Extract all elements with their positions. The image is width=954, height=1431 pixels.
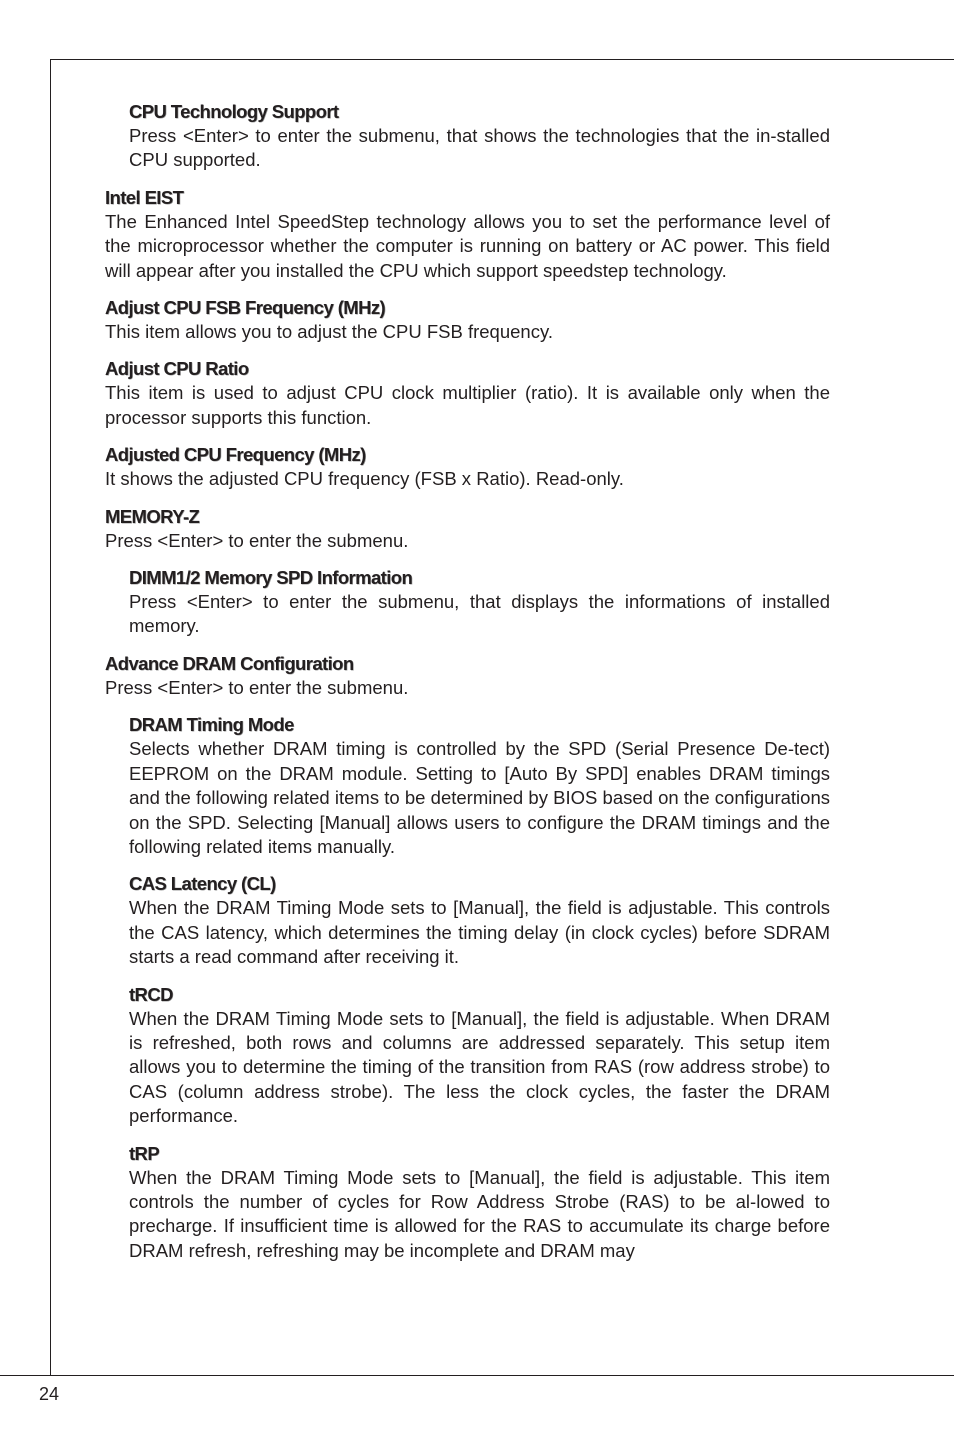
section-text: This item allows you to adjust the CPU FSB frequency. <box>105 321 553 343</box>
page-frame-left-rule <box>50 59 51 1375</box>
section-text: Press <Enter> to enter the submenu, that shows the technologies that the in-stalled CPU supported. <box>129 125 830 171</box>
section-intel-eist <box>105 186 830 283</box>
section-advance-dram-configuration <box>105 652 830 700</box>
section-text: When the DRAM Timing Mode sets to [Manual], the field is adjustable. This item controls the number of cycles for Row Address Strobe (RAS) to be al-lowed to precharge. If insufficient time is allowed for the RAS to accumulate its charge before DRAM refresh, refreshing may be incomplete and DRAM may <box>129 1166 830 1261</box>
page-frame-top-rule <box>50 59 954 60</box>
section-heading: Advance DRAM Configuration <box>105 652 354 674</box>
section-heading: Adjust CPU FSB Frequency (MHz) <box>105 297 386 319</box>
section-cpu-technology-support <box>129 100 830 173</box>
section-memory-z <box>105 505 830 553</box>
section-trcd <box>129 983 830 1129</box>
section-heading: Adjusted CPU Frequency (MHz) <box>105 444 366 466</box>
page-footer-rule <box>0 1375 954 1376</box>
section-trp <box>129 1142 830 1264</box>
section-text: This item is used to adjust CPU clock multiplier (ratio). It is available only when the processor supports this function. <box>105 382 830 428</box>
section-text: When the DRAM Timing Mode sets to [Manual], the field is adjustable. This controls the CAS latency, which determines the timing delay (in clock cycles) before SDRAM starts a read command after receiving it. <box>129 897 830 968</box>
section-heading: CPU Technology Support <box>129 101 339 122</box>
page-number: 24 <box>39 1384 60 1404</box>
section-heading: tRP <box>129 1142 160 1164</box>
section-heading: Intel EIST <box>105 186 184 208</box>
manual-content <box>105 100 830 1276</box>
section-text: Press <Enter> to enter the submenu. <box>105 676 409 698</box>
section-text: It shows the adjusted CPU frequency (FSB x Ratio). Read-only. <box>105 468 624 490</box>
section-heading: tRCD <box>129 983 173 1005</box>
section-text: Selects whether DRAM timing is controlled by the SPD (Serial Presence De-tect) EEPROM on the DRAM module. Setting to [Auto By SPD] enables DRAM timings and the following related items to be determined by BIOS based on the configurations on the SPD. Selecting [Manual] allows users to configure the DRAM timings and the following related items manually. <box>129 738 830 857</box>
section-adjusted-cpu-frequency <box>105 443 830 491</box>
section-heading: MEMORY-Z <box>105 505 200 527</box>
section-dram-timing-mode <box>129 713 830 859</box>
section-text: The Enhanced Intel SpeedStep technology allows you to set the performance level of the microprocessor whether the computer is running on battery or AC power. This field will appear after you installed the CPU which support speedstep technology. <box>105 210 830 281</box>
section-heading: DIMM1/2 Memory SPD Information <box>129 567 413 589</box>
section-text: Press <Enter> to enter the submenu, that displays the informations of installed memory. <box>129 591 830 637</box>
section-text: Press <Enter> to enter the submenu. <box>105 529 409 551</box>
section-adjust-cpu-ratio <box>105 357 830 430</box>
section-dimm-memory-spd-information <box>129 566 830 639</box>
section-adjust-cpu-fsb-frequency <box>105 296 830 344</box>
section-text: When the DRAM Timing Mode sets to [Manual], the field is adjustable. When DRAM is refreshed, both rows and columns are addressed separately. This setup item allows you to determine the timing of the transition from RAS (row address strobe) to CAS (column address strobe). The less the clock cycles, the faster the DRAM performance. <box>129 1007 830 1127</box>
section-heading: CAS Latency (CL) <box>129 873 276 895</box>
section-heading: DRAM Timing Mode <box>129 714 294 736</box>
section-heading: Adjust CPU Ratio <box>105 358 249 380</box>
section-cas-latency <box>129 872 830 969</box>
